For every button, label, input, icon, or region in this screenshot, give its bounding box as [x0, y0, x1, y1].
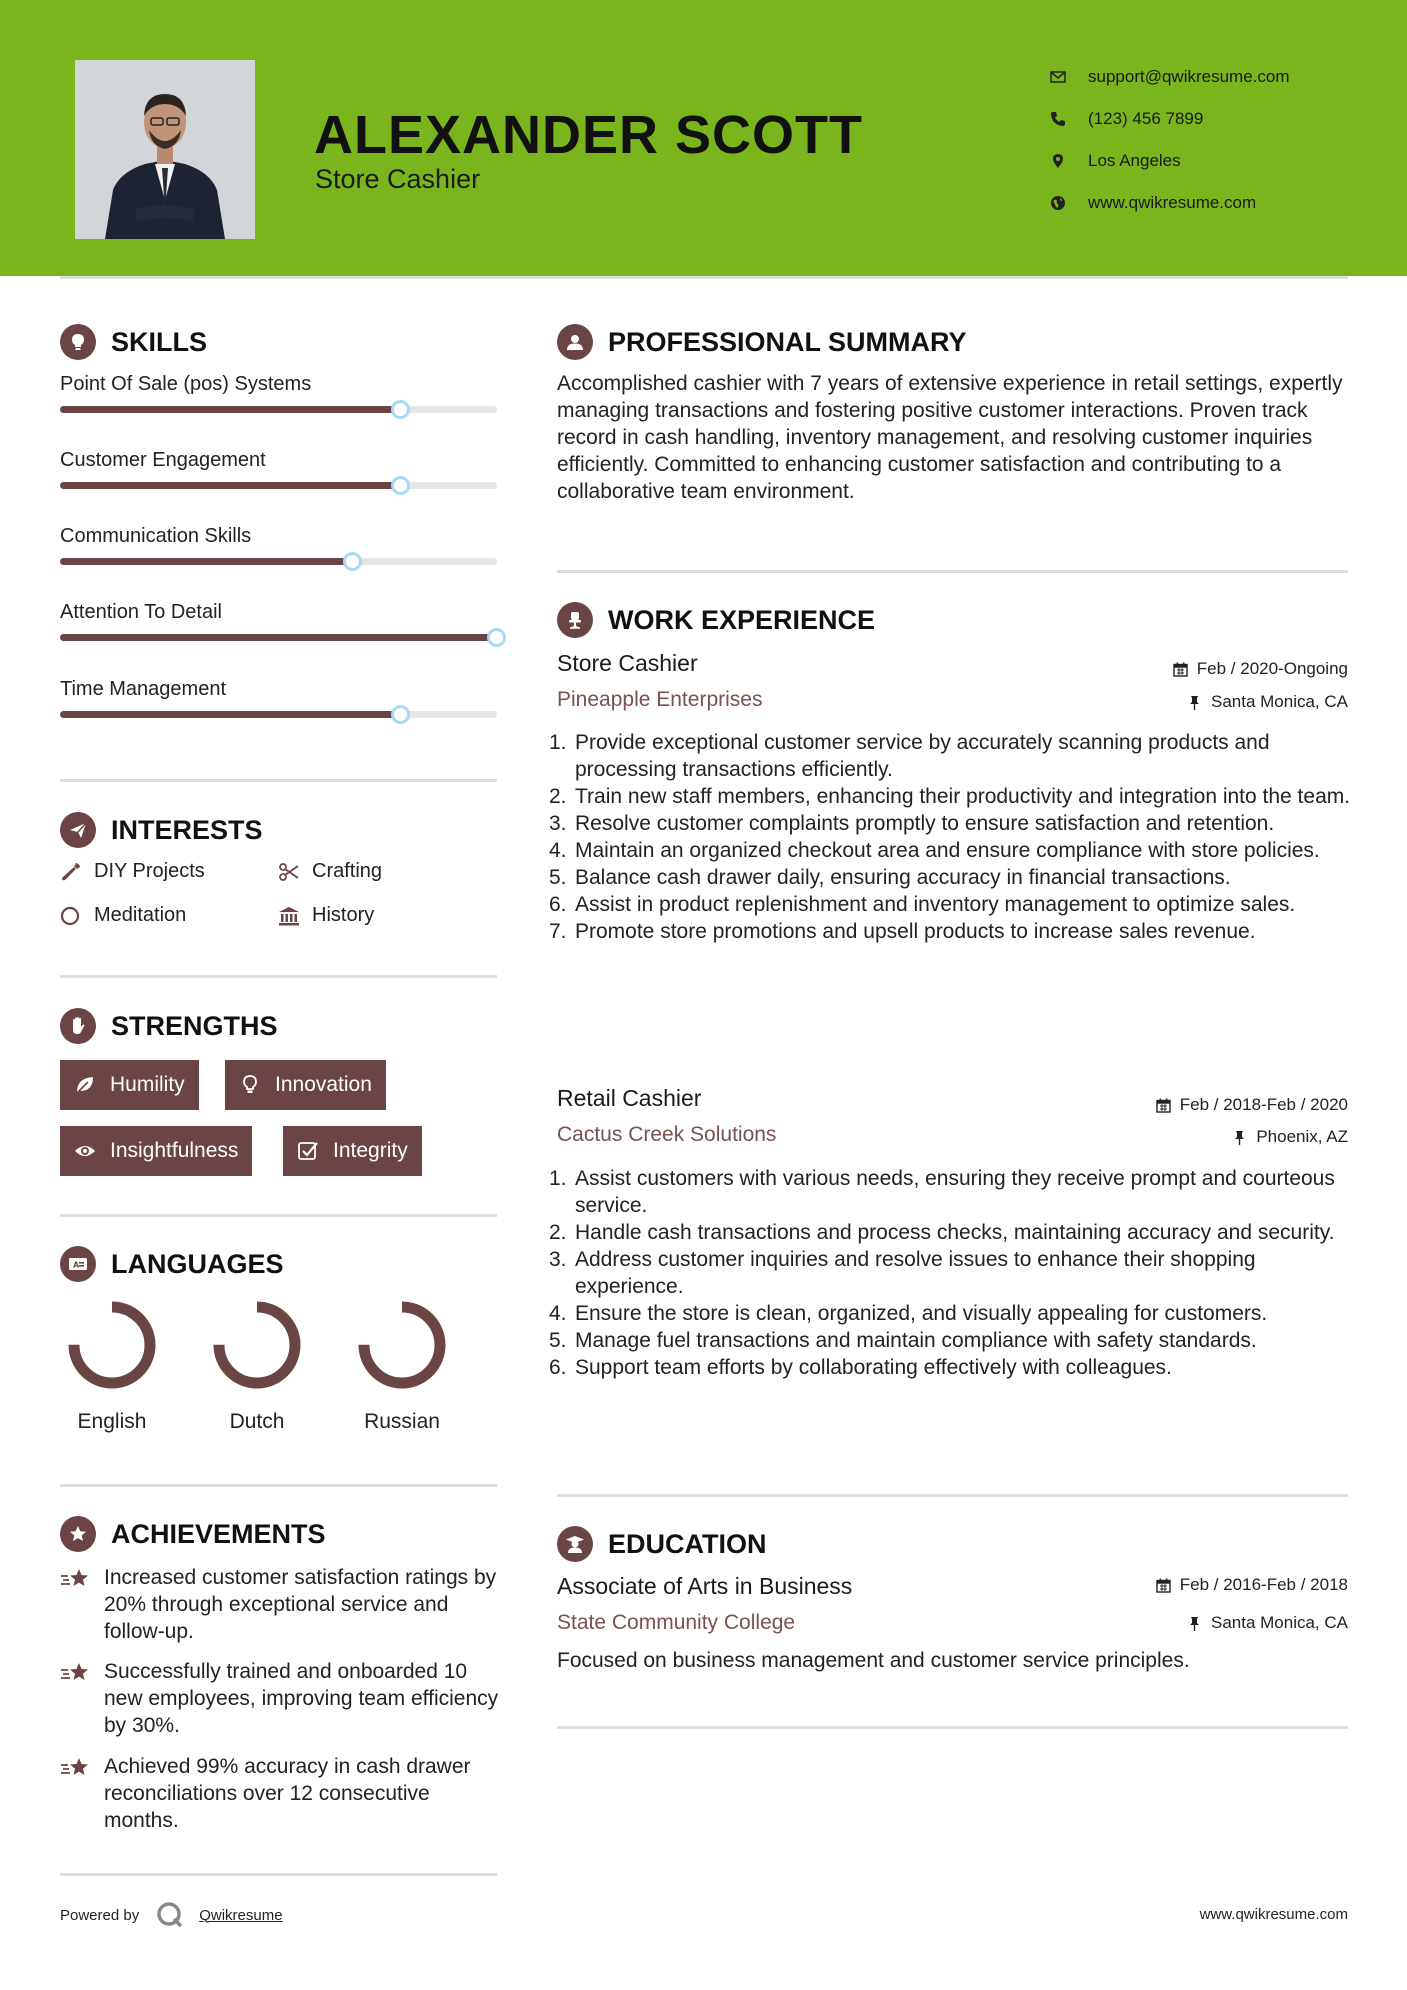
job-duties-list [549, 729, 1357, 945]
skill-track [60, 482, 497, 489]
job-location-text: Phoenix, AZ [1256, 1127, 1348, 1146]
language-name: Dutch [229, 1410, 285, 1433]
job-date-text: Feb / 2018-Feb / 2020 [1179, 1095, 1348, 1114]
interest-item [60, 904, 186, 927]
footer-website[interactable]: www.qwikresume.com [1199, 1906, 1348, 1923]
skill-item [60, 522, 497, 565]
section-divider [60, 1214, 497, 1217]
list-number: 3. [549, 812, 567, 835]
list-number: 4. [549, 839, 567, 862]
skill-label: Communication Skills [60, 525, 252, 547]
education-date-text: Feb / 2016-Feb / 2018 [1179, 1575, 1348, 1594]
list-item [549, 837, 1357, 864]
person-portrait-image [75, 60, 255, 239]
list-number: 7. [549, 920, 567, 943]
duty-text: Balance cash drawer daily, ensuring accuracy in financial transactions. [575, 866, 1231, 889]
list-item [549, 1354, 1357, 1381]
list-item [549, 1165, 1357, 1219]
skill-fill [60, 711, 401, 718]
job-title: Store Cashier [557, 650, 698, 676]
skill-track [60, 406, 497, 413]
contact-phone[interactable] [1050, 98, 1290, 140]
experience-title: WORK EXPERIENCE [608, 604, 876, 635]
duty-text: Train new staff members, enhancing their productivity and integration into the team. [575, 785, 1351, 808]
job-location [1232, 1127, 1348, 1147]
phone-icon [1050, 111, 1088, 127]
skill-label: Point Of Sale (pos) Systems [60, 373, 312, 395]
shooting-star-icon [60, 1753, 104, 1834]
list-item [549, 1246, 1357, 1300]
profile-photo [75, 60, 255, 239]
strength-label: Innovation [275, 1073, 372, 1096]
section-divider [557, 1726, 1348, 1729]
contact-location [1050, 140, 1290, 182]
shooting-star-icon [60, 1658, 104, 1739]
skill-slider-knob[interactable] [391, 400, 410, 419]
calendar-icon [1173, 662, 1188, 677]
skills-title: SKILLS [111, 326, 208, 357]
list-number: 1. [549, 1167, 567, 1190]
contact-email[interactable] [1050, 56, 1290, 98]
section-divider [557, 570, 1348, 573]
education-title: EDUCATION [608, 1528, 767, 1559]
duty-text: Support team efforts by collaborating effectively with colleagues. [575, 1356, 1172, 1379]
footer-powered-by [60, 1900, 283, 1930]
skill-item [60, 446, 497, 489]
powered-by-text: Powered by [60, 1906, 140, 1924]
duty-text: Manage fuel transactions and maintain compliance with safety standards. [575, 1329, 1257, 1352]
list-item [549, 1219, 1357, 1246]
circle-icon [60, 905, 94, 927]
section-divider [60, 975, 497, 978]
language-item [62, 1300, 162, 1434]
list-item [549, 1300, 1357, 1327]
leaf-icon [74, 1074, 96, 1096]
job-company: Cactus Creek Solutions [557, 1123, 777, 1146]
contact-website[interactable] [1050, 182, 1290, 224]
duty-text: Address customer inquiries and resolve issues to enhance their shopping experience. [575, 1248, 1256, 1298]
list-item [549, 783, 1357, 810]
section-divider [60, 1484, 497, 1487]
language-ring [67, 1300, 157, 1390]
achievement-text: Successfully trained and onboarded 10 new employees, improving team efficiency by 30%. [104, 1660, 499, 1737]
achievement-text: Achieved 99% accuracy in cash drawer reconciliations over 12 consecutive months. [104, 1755, 471, 1832]
skill-item [60, 598, 497, 641]
contact-website-text: www.qwikresume.com [1088, 193, 1257, 212]
education-location [1187, 1613, 1348, 1633]
duty-text: Resolve customer complaints promptly to ensure satisfaction and retention. [575, 812, 1275, 835]
job-location-text: Santa Monica, CA [1210, 692, 1348, 711]
list-number: 6. [549, 1356, 567, 1379]
achievements-title: ACHIEVEMENTS [111, 1518, 326, 1549]
scissors-icon [278, 861, 312, 883]
list-number: 5. [549, 1329, 567, 1352]
eye-icon [74, 1140, 96, 1162]
interests-title: INTERESTS [111, 814, 263, 845]
duty-text: Provide exceptional customer service by accurately scanning products and processing transactions efficiently. [575, 731, 1270, 781]
svg-text:A: A [73, 1260, 80, 1270]
list-item [549, 918, 1357, 945]
interest-item [60, 860, 205, 883]
skills-heading [60, 324, 207, 360]
star-badge-icon [60, 1516, 96, 1552]
duty-text: Assist customers with various needs, ensuring they receive prompt and courteous service. [575, 1167, 1335, 1217]
summary-heading [557, 324, 967, 360]
duty-text: Maintain an organized checkout area and ensure compliance with store policies. [575, 839, 1320, 862]
experience-heading [557, 602, 875, 638]
skill-item [60, 370, 497, 413]
skill-label: Customer Engagement [60, 449, 266, 471]
education-date [1156, 1575, 1348, 1595]
language-name: English [77, 1410, 147, 1433]
header-divider [60, 276, 1348, 279]
duty-text: Ensure the store is clean, organized, and visually appealing for customers. [575, 1302, 1268, 1325]
contact-email-text: support@qwikresume.com [1088, 67, 1290, 86]
list-item [549, 864, 1357, 891]
education-description: Focused on business management and customer service principles. [557, 1649, 1190, 1672]
pushpin-icon [1187, 1616, 1202, 1631]
candidate-name: ALEXANDER SCOTT [314, 105, 864, 165]
achievement-item [60, 1753, 500, 1834]
skill-fill [60, 558, 353, 565]
achievement-item [60, 1658, 500, 1739]
skill-fill [60, 634, 497, 641]
paper-plane-icon [60, 812, 96, 848]
skill-slider-knob[interactable] [343, 552, 362, 571]
user-icon [557, 324, 593, 360]
calendar-icon [1156, 1098, 1171, 1113]
summary-text: Accomplished cashier with 7 years of extensive experience in retail settings, expertly managing transactions and fostering positive customer interactions. Proven track record in cash handling, inventory management, and resolving customer inquiries efficiently. Committed to enhancing customer satisfaction and contributing to a collaborative team environment. [557, 372, 1343, 503]
contact-location-text: Los Angeles [1088, 151, 1181, 170]
job-title: Retail Cashier [557, 1085, 702, 1111]
office-chair-icon [557, 602, 593, 638]
strength-tag [60, 1060, 199, 1110]
bank-icon [278, 905, 312, 927]
strengths-heading [60, 1008, 278, 1044]
skill-slider-knob[interactable] [391, 476, 410, 495]
interest-label: History [312, 904, 375, 926]
skill-fill [60, 406, 401, 413]
candidate-role: Store Cashier [315, 164, 481, 194]
skill-slider-knob[interactable] [391, 705, 410, 724]
strength-tag [283, 1126, 422, 1176]
skill-track [60, 711, 497, 718]
strength-label: Insightfulness [110, 1139, 239, 1162]
lightbulb-icon [60, 324, 96, 360]
skill-item [60, 675, 497, 718]
language-name: Russian [364, 1410, 440, 1433]
list-item [549, 729, 1357, 783]
achievement-item [60, 1564, 500, 1645]
education-heading [557, 1526, 767, 1562]
strength-label: Integrity [333, 1139, 408, 1162]
languages-title: LANGUAGES [111, 1248, 284, 1279]
section-divider [60, 1873, 497, 1876]
interest-label: DIY Projects [94, 860, 205, 882]
education-location-text: Santa Monica, CA [1210, 1613, 1348, 1632]
skill-label: Time Management [60, 678, 226, 700]
shooting-star-icon [60, 1564, 104, 1645]
list-number: 4. [549, 1302, 567, 1325]
language-item [207, 1300, 307, 1434]
job-date-text: Feb / 2020-Ongoing [1196, 659, 1348, 678]
interests-heading [60, 812, 263, 848]
list-number: 6. [549, 893, 567, 916]
list-item [549, 891, 1357, 918]
job-date [1173, 659, 1348, 679]
job-location [1187, 692, 1348, 712]
list-item [549, 810, 1357, 837]
strengths-title: STRENGTHS [111, 1010, 278, 1041]
language-ring [212, 1300, 302, 1390]
job-company: Pineapple Enterprises [557, 688, 763, 711]
qwikresume-logo-icon [155, 1900, 185, 1930]
hand-icon [60, 1008, 96, 1044]
strength-tag [225, 1060, 386, 1110]
envelope-icon [1050, 69, 1088, 85]
calendar-icon [1156, 1578, 1171, 1593]
section-divider [60, 779, 497, 782]
list-number: 1. [549, 731, 567, 754]
interest-label: Crafting [312, 860, 383, 882]
header-banner [0, 0, 1407, 276]
interest-label: Meditation [94, 904, 187, 926]
languages-heading [60, 1246, 284, 1282]
section-divider [557, 1494, 1348, 1497]
education-degree: Associate of Arts in Business [557, 1573, 853, 1599]
list-number: 2. [549, 785, 567, 808]
list-item [549, 1327, 1357, 1354]
education-school: State Community College [557, 1611, 796, 1634]
summary-title: PROFESSIONAL SUMMARY [608, 326, 967, 357]
graduate-icon [557, 1526, 593, 1562]
list-number: 2. [549, 1221, 567, 1244]
language-card-icon [60, 1246, 96, 1282]
duty-text: Promote store promotions and upsell products to increase sales revenue. [575, 920, 1256, 943]
achievements-heading [60, 1516, 326, 1552]
lightbulb-icon [239, 1074, 261, 1096]
check-square-icon [297, 1140, 319, 1162]
skill-track [60, 558, 497, 565]
pushpin-icon [1187, 695, 1202, 710]
interest-item [278, 860, 382, 883]
map-pin-icon [1050, 153, 1088, 169]
achievement-text: Increased customer satisfaction ratings by 20% through exceptional service and follow-up. [104, 1566, 497, 1643]
job-date [1156, 1095, 1348, 1115]
duty-text: Assist in product replenishment and inventory management to optimize sales. [575, 893, 1296, 916]
interest-item [278, 904, 374, 927]
duty-text: Handle cash transactions and process checks, maintaining accuracy and security. [575, 1221, 1335, 1244]
pushpin-icon [1232, 1130, 1247, 1145]
list-number: 3. [549, 1248, 567, 1271]
contact-phone-text: (123) 456 7899 [1088, 109, 1204, 128]
job-duties-list [549, 1165, 1357, 1381]
skill-fill [60, 482, 401, 489]
skill-label: Attention To Detail [60, 601, 222, 623]
skill-slider-knob[interactable] [487, 628, 506, 647]
strength-label: Humility [110, 1073, 185, 1096]
language-item [352, 1300, 452, 1434]
strength-tag [60, 1126, 252, 1176]
language-ring [357, 1300, 447, 1390]
wrench-icon [60, 861, 94, 883]
skill-track [60, 634, 497, 641]
globe-icon [1050, 195, 1088, 211]
qwikresume-link[interactable]: Qwikresume [199, 1906, 283, 1924]
list-number: 5. [549, 866, 567, 889]
contact-list [1050, 56, 1290, 224]
